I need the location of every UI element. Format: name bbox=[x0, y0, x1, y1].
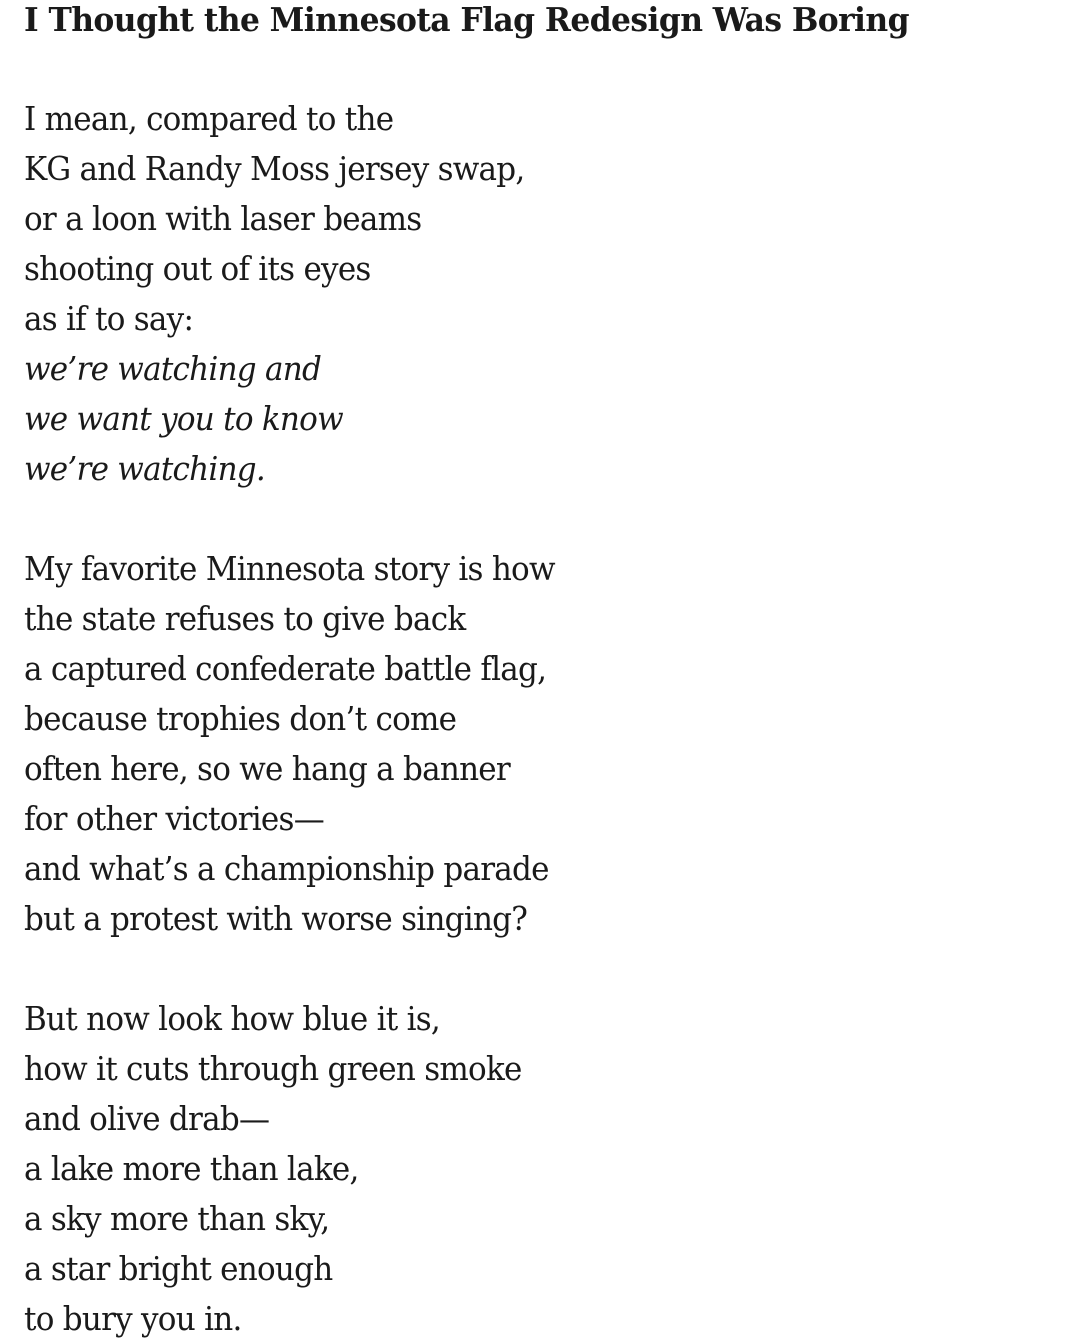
poem-title: I Thought the Minnesota Flag Redesign Was Boring bbox=[24, 0, 909, 39]
poem-line: often here, so we hang a banner bbox=[24, 749, 510, 788]
poem-line-italic: we want you to know bbox=[24, 399, 343, 438]
poem-line-italic: we’re watching and bbox=[24, 349, 322, 388]
poem-line: as if to say: bbox=[24, 299, 194, 338]
poem-line: and olive drab— bbox=[24, 1099, 270, 1138]
poem-line: My favorite Minnesota story is how bbox=[24, 549, 555, 588]
stanza-2 bbox=[24, 544, 589, 944]
poem-line: the state refuses to give back bbox=[24, 599, 466, 638]
poem-line: shooting out of its eyes bbox=[24, 249, 371, 288]
poem-line: because trophies don’t come bbox=[24, 699, 457, 738]
poem-line: a lake more than lake, bbox=[24, 1149, 359, 1188]
poem-line: a star bright enough bbox=[24, 1249, 333, 1288]
poem-line: to bury you in. bbox=[24, 1299, 242, 1338]
poem-line: a sky more than sky, bbox=[24, 1199, 330, 1238]
poem-line: how it cuts through green smoke bbox=[24, 1049, 522, 1088]
poem-line: or a loon with laser beams bbox=[24, 199, 422, 238]
poem-line: I mean, compared to the bbox=[24, 99, 394, 138]
poem-line: But now look how blue it is, bbox=[24, 999, 441, 1038]
poem-line: for other victories— bbox=[24, 799, 324, 838]
poem-line-italic: we’re watching. bbox=[24, 449, 266, 488]
stanza-3 bbox=[24, 994, 553, 1344]
stanza-1 bbox=[24, 94, 556, 494]
poem-line: but a protest with worse singing? bbox=[24, 899, 528, 938]
poem-line: a captured confederate battle flag, bbox=[24, 649, 547, 688]
poem-line: KG and Randy Moss jersey swap, bbox=[24, 149, 525, 188]
poem-line: and what’s a championship parade bbox=[24, 849, 549, 888]
